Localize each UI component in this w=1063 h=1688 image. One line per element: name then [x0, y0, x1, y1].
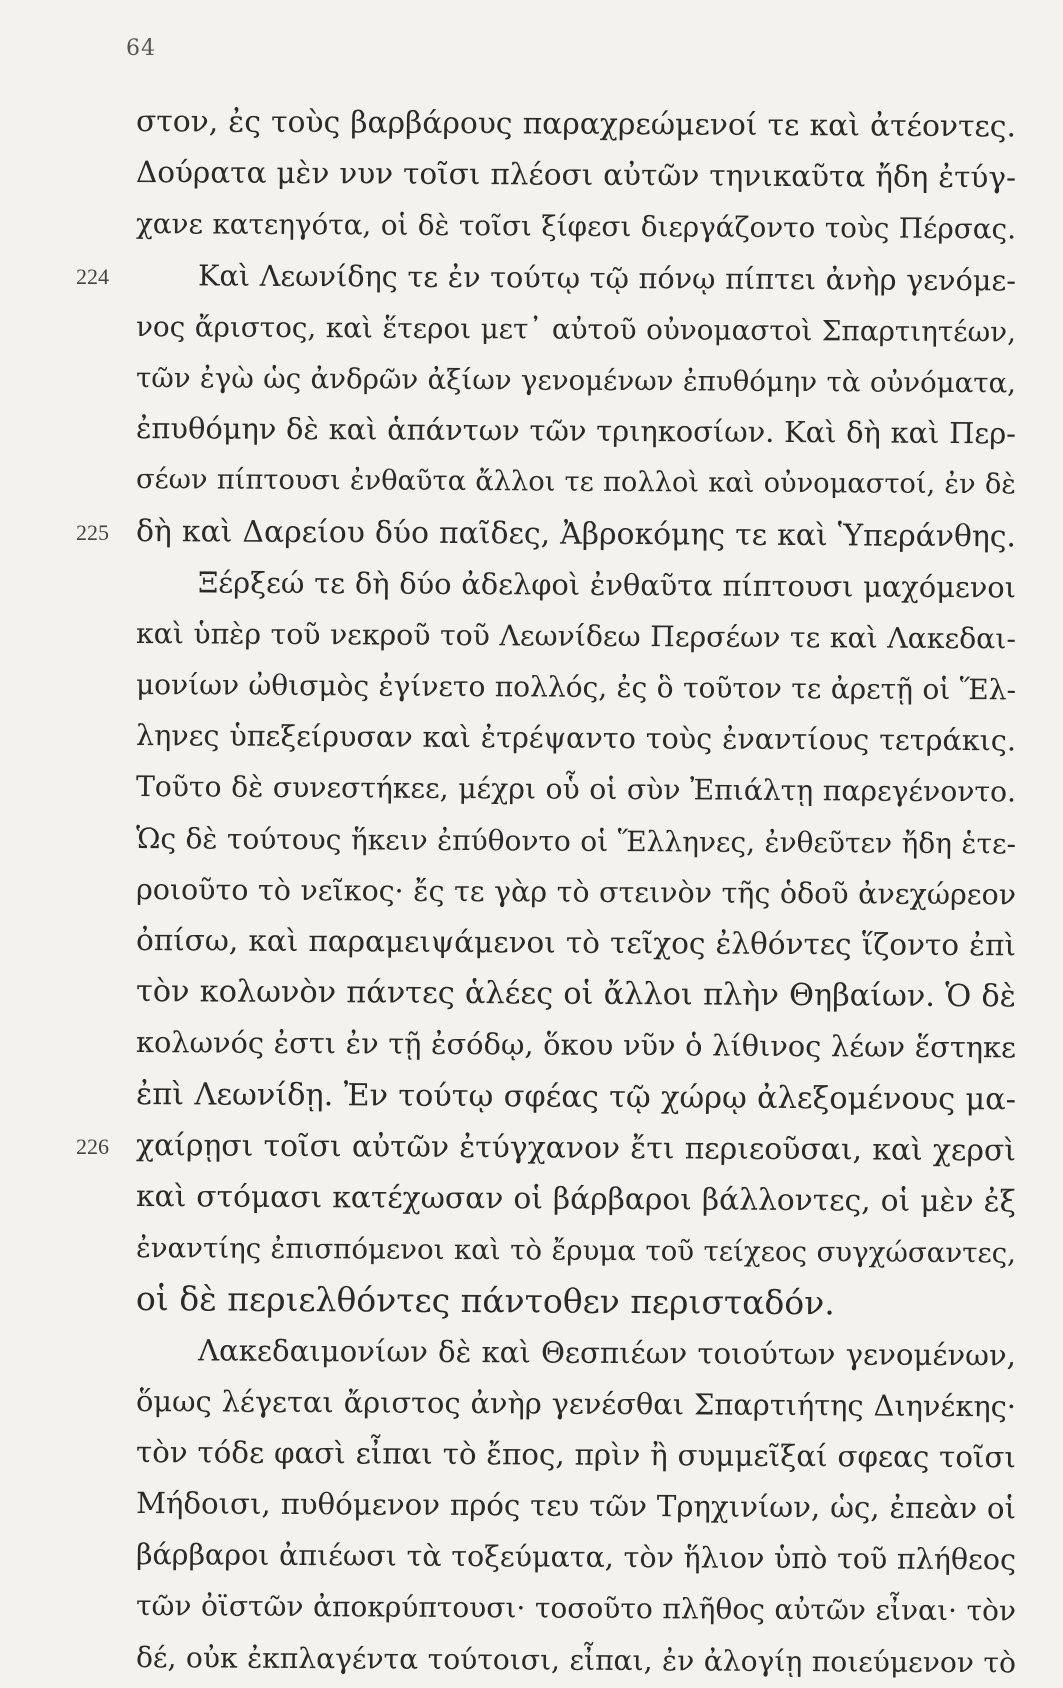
text-line: Καὶ Λεωνίδης τε ἐν τούτῳ τῷ πόνῳ πίπτει ἀνὴρ γενόμε- — [197, 257, 1017, 297]
text-line: τὸν τόδε φασὶ εἶπαι τὸ ἔπος, πρὶν ἢ συμμεῖξαί σφεας τοῖσι — [135, 1434, 1017, 1475]
text-line: Ὡς δὲ τούτους ἥκειν ἐπύθοντο οἱ Ἕλληνες, ἐνθεῦτεν ἤδη ἑτε- — [135, 821, 1017, 861]
text-line: κολωνός ἐστι ἐν τῇ ἐσόδῳ, ὅκου νῦν ὁ λίθινος λέων ἕστηκε — [135, 1025, 1017, 1065]
text-line: οἱ δὲ περιελθόντες πάντοθεν περισταδόν. — [135, 1279, 835, 1323]
text-body — [136, 96, 1016, 1683]
text-line: ληνες ὑπεξείρυσαν καὶ ἐτρέψαντο τοὺς ἐναντίους τετράκις. — [135, 718, 1017, 758]
text-line: Μήδοισι, πυθόμενον πρός τευ τῶν Τρηχινίων, ὡς, ἐπεὰν οἱ — [135, 1486, 1017, 1526]
text-line: ροιοῦτο τὸ νεῖκος· ἔς τε γὰρ τὸ στεινὸν τῆς ὁδοῦ ἀνεχώρεον — [135, 872, 1017, 912]
text-line: ἐναντίης ἐπισπόμενοι καὶ τὸ ἔρυμα τοῦ τείχεος συγχώσαντες, — [135, 1231, 1017, 1270]
section-number: 226 — [76, 1134, 109, 1159]
text-line: χαίρῃσι τοῖσι αὐτῶν ἐτύγχανον ἔτι περιεοῦσαι, καὶ χερσὶ — [135, 1127, 1017, 1169]
section-number: 225 — [76, 519, 109, 545]
text-line: ἐπυθόμην δὲ καὶ ἁπάντων τῶν τριηκοσίων. Καὶ δὴ καὶ Περ- — [135, 411, 1017, 451]
text-line: τὸν κολωνὸν πάντες ἁλέες οἱ ἄλλοι πλὴν Θηβαίων. Ὁ δὲ — [135, 974, 1017, 1015]
text-line: Δούρατα μὲν νυν τοῖσι πλέοσι αὐτῶν τηνικαῦτα ἤδη ἐτύγ- — [135, 155, 1017, 195]
text-line: Λακεδαιμονίων δὲ καὶ Θεσπιέων τοιούτων γενομένων, — [197, 1332, 1017, 1372]
text-line: δὴ καὶ Δαρείου δύο παῖδες, Ἀβροκόμης τε καὶ Ὑπεράνθης. — [135, 513, 1017, 554]
text-line: Τοῦτο δὲ συνεστήκεε, μέχρι οὗ οἱ σὺν Ἐπιάλτῃ παρεγένοντο. — [135, 770, 1017, 809]
text-line: ἐπὶ Λεωνίδῃ. Ἐν τούτῳ σφέας τῷ χώρῳ ἀλεξομένους μα- — [135, 1076, 1017, 1117]
text-line: τῶν ἐγὼ ὡς ἀνδρῶν ἀξίων γενομένων ἐπυθόμην τὰ οὐνόματα, — [135, 360, 1017, 400]
text-line: βάρβαροι ἀπιέωσι τὰ τοξεύματα, τὸν ἥλιον ὑπὸ τοῦ πλήθεος — [135, 1538, 1017, 1577]
text-line: ὅμως λέγεται ἄριστος ἀνὴρ γενέσθαι Σπαρτιήτης Διηνέκης· — [135, 1383, 1017, 1424]
text-line: καὶ ὑπὲρ τοῦ νεκροῦ τοῦ Λεωνίδεω Περσέων τε καὶ Λακεδαι- — [135, 616, 1017, 656]
text-line: νος ἄριστος, καὶ ἕτεροι μετ᾽ αὐτοῦ οὐνομαστοὶ Σπαρτιητέων, — [135, 309, 1017, 349]
text-line: χανε κατεηγότα, οἱ δὲ τοῖσι ξίφεσι διεργάζοντο τοὺς Πέρσας. — [135, 207, 1017, 246]
section-number: 224 — [76, 263, 109, 289]
text-line: Ξέρξεώ τε δὴ δύο ἀδελφοὶ ἐνθαῦτα πίπτουσι μαχόμενοι — [197, 565, 1017, 605]
page-number: 64 — [126, 36, 156, 61]
text-line: σέων πίπτουσι ἐνθαῦτα ἄλλοι τε πολλοὶ καὶ οὐνομαστοί, ἐν δὲ — [135, 464, 1017, 501]
text-line: καὶ στόμασι κατέχωσαν οἱ βάρβαροι βάλλοντες, οἱ μὲν ἐξ — [135, 1178, 1017, 1220]
text-line: μονίων ὠθισμὸς ἐγίνετο πολλός, ἐς ὃ τοῦτον τε ἀρετῇ οἱ Ἕλ- — [135, 668, 1017, 707]
text-line: ὀπίσω, καὶ παραμειψάμενοι τὸ τεῖχος ἐλθόντες ἵζοντο ἐπὶ — [135, 923, 1017, 963]
text-line: τῶν ὀϊστῶν ἀποκρύπτουσι· τοσοῦτο πλῆθος αὐτῶν εἶναι· τὸν — [135, 1589, 1017, 1628]
text-line: στον, ἐς τοὺς βαρβάρους παραχρεώμενοί τε καὶ ἀτέοντες. — [135, 104, 1017, 145]
text-line: δέ, οὐκ ἐκπλαγέντα τούτοισι, εἶπαι, ἐν ἀλογίῃ ποιεύμενον τὸ — [135, 1640, 1017, 1680]
